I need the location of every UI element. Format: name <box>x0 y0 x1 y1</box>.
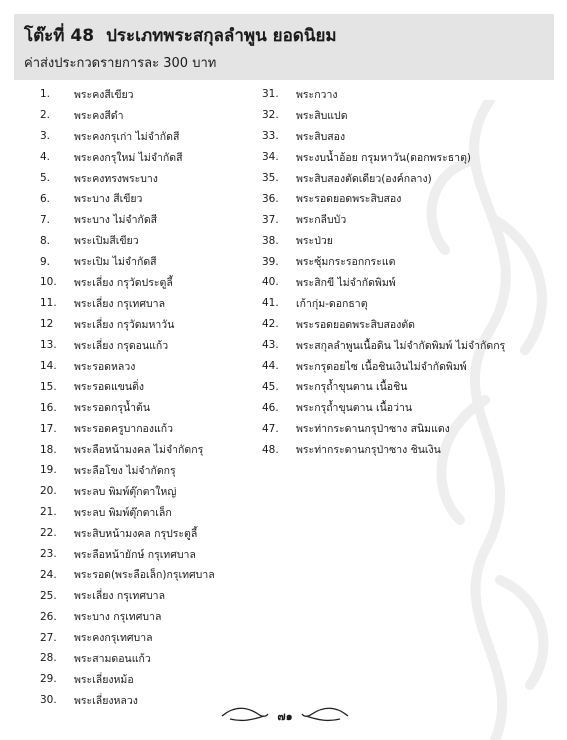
item-name: พระเปิมสีเขียว <box>74 235 139 248</box>
item-name: พระคงสีเขียว <box>74 88 134 101</box>
list-item <box>40 209 215 230</box>
list-item <box>40 585 215 606</box>
item-name: พระกรุถ้ำขุนตาน เนื้อชิน <box>296 381 408 394</box>
item-number: 12 <box>40 318 54 331</box>
list-item <box>262 251 505 272</box>
item-name: พระซุ้มกระรอกกระแต <box>296 256 396 269</box>
item-number: 34. <box>262 151 279 164</box>
list-item <box>262 272 505 293</box>
item-name: พระสิบสองตัดเดียว(องค์กลาง) <box>296 172 432 185</box>
item-name: พระกรุถ้ำขุนตาน เนื้อว่าน <box>296 402 413 415</box>
item-name: พระเลี่ยง กรุดอนแก้ว <box>74 339 169 352</box>
item-name: พระเลี่ยง กรุวัดมหาวัน <box>74 318 175 331</box>
list-item <box>40 523 215 544</box>
item-number: 46. <box>262 401 279 414</box>
item-name: พระคงสีดำ <box>74 109 124 122</box>
list-item <box>262 376 505 397</box>
list-item <box>262 356 505 377</box>
item-number: 10. <box>40 276 57 289</box>
list-item <box>40 397 215 418</box>
item-name: พระลบ พิมพ์ตุ๊กตาใหญ่ <box>74 485 177 498</box>
item-number: 7. <box>40 213 51 226</box>
item-name: พระเลี่ยงหลวง <box>74 694 138 707</box>
item-number: 47. <box>262 422 279 435</box>
item-name: พระท่ากระดานกรุป่าซาง ชินเงิน <box>296 444 441 457</box>
item-number: 18. <box>40 443 57 456</box>
item-number: 30. <box>40 694 57 707</box>
item-name: พระสิกขี ไม่จำกัดพิมพ์ <box>296 276 396 289</box>
item-number: 14. <box>40 360 57 373</box>
list-item <box>40 272 215 293</box>
item-name: พระรอดยอดพระสิบสอง <box>296 193 402 206</box>
list-item <box>262 147 505 168</box>
list-item <box>40 648 215 669</box>
fee-text: ค่าส่งประกวดรายการละ 300 บาท <box>24 56 217 71</box>
list-item <box>40 314 215 335</box>
list-item <box>40 168 215 189</box>
item-name: พระงบน้ำอ้อย กรุมหาวัน(ดอกพระธาตุ) <box>296 151 471 164</box>
list-item <box>262 397 505 418</box>
item-number: 35. <box>262 172 279 184</box>
list-item <box>262 105 505 126</box>
list-item <box>262 335 505 356</box>
list-item <box>40 293 215 314</box>
list-item <box>40 669 215 690</box>
item-number: 24. <box>40 568 57 581</box>
item-name: พระคงกรุเก่า ไม่จำกัดสี <box>74 130 180 143</box>
item-number: 37. <box>262 213 279 226</box>
item-list-left <box>40 84 215 711</box>
item-number: 26. <box>40 610 57 623</box>
item-name: พระสามดอนแก้ว <box>74 652 151 665</box>
list-item <box>40 188 215 209</box>
list-item <box>262 439 505 460</box>
item-name: พระลบ พิมพ์ตุ๊กตาเล็ก <box>74 506 172 519</box>
list-item <box>262 418 505 439</box>
item-number: 15. <box>40 380 57 393</box>
item-name: พระสิบสอง <box>296 130 346 143</box>
item-number: 29. <box>40 673 57 686</box>
item-name: พระลือโขง ไม่จำกัดกรุ <box>74 464 176 477</box>
list-item <box>40 460 215 481</box>
item-name: พระกลีบบัว <box>296 214 347 227</box>
item-number: 32. <box>262 109 279 122</box>
item-number: 40. <box>262 276 279 289</box>
item-number: 1. <box>40 88 51 101</box>
item-number: 45. <box>262 380 279 393</box>
list-item <box>40 627 215 648</box>
item-name: พระสกุลลำพูนเนื้อดิน ไม่จำกัดพิมพ์ ไม่จำกัดกรุ <box>296 339 506 352</box>
list-item <box>40 230 215 251</box>
list-item <box>40 481 215 502</box>
item-number: 36. <box>262 192 279 205</box>
item-name: พระรอดกรุน้ำต้น <box>74 402 151 415</box>
item-number: 28. <box>40 652 57 665</box>
list-item <box>262 314 505 335</box>
item-name: พระเลี่ยง กรุเทศบาล <box>74 297 166 310</box>
item-list-right <box>262 84 505 460</box>
item-number: 6. <box>40 192 51 205</box>
list-item <box>262 293 505 314</box>
item-number: 16. <box>40 401 57 414</box>
item-number: 41. <box>262 297 279 310</box>
item-name: พระสิบแปด <box>296 109 348 122</box>
list-item <box>40 564 215 585</box>
item-name: พระรอด(พระลือเล็ก)กรุเทศบาล <box>74 569 215 582</box>
list-item <box>40 84 215 105</box>
list-item <box>262 168 505 189</box>
item-number: 5. <box>40 172 51 184</box>
item-name: พระบาง ไม่จำกัดสี <box>74 214 158 227</box>
list-item <box>40 126 215 147</box>
item-name: พระเลี่ยง กรุเทศบาล <box>74 590 166 603</box>
list-item <box>262 230 505 251</box>
item-name: พระกวาง <box>296 88 338 101</box>
item-number: 4. <box>40 151 51 164</box>
table-label: โต๊ะที่ 48 <box>24 26 95 46</box>
item-number: 9. <box>40 255 51 268</box>
item-name: พระรอดหลวง <box>74 360 136 373</box>
item-name: พระท่ากระดานกรุป่าซาง สนิมแดง <box>296 423 450 436</box>
header-banner <box>14 14 554 80</box>
item-number: 22. <box>40 527 57 540</box>
item-number: 44. <box>262 360 279 373</box>
item-number: 31. <box>262 88 279 101</box>
item-name: พระเลี่ยง กรุวัดประตูลี้ <box>74 276 173 289</box>
page-number: ๗๑ <box>277 710 293 723</box>
item-number: 42. <box>262 318 279 331</box>
item-number: 2. <box>40 109 51 122</box>
list-item <box>262 126 505 147</box>
item-name: พระรอดยอดพระสิบสองตัด <box>296 318 415 331</box>
list-item <box>40 376 215 397</box>
list-item <box>40 356 215 377</box>
item-name: พระลือหน้ามงคล ไม่จำกัดกรุ <box>74 444 204 457</box>
list-item <box>262 188 505 209</box>
item-number: 48. <box>262 443 279 456</box>
item-name: พระเลี่ยงหม้อ <box>74 673 134 686</box>
item-number: 17. <box>40 422 57 435</box>
item-number: 27. <box>40 631 57 644</box>
item-name: พระบาง กรุเทศบาล <box>74 611 162 624</box>
item-name: เก้ากุ่ม-ดอกธาตุ <box>296 297 368 310</box>
item-name: พระคงทรงพระบาง <box>74 172 158 185</box>
item-number: 23. <box>40 548 57 561</box>
item-number: 43. <box>262 339 279 352</box>
header-title <box>24 22 337 49</box>
item-name: พระบาง สีเขียว <box>74 193 143 206</box>
item-number: 13. <box>40 339 57 352</box>
category-title: ประเภทพระสกุลลำพูน ยอดนิยม <box>106 26 337 46</box>
list-item <box>262 84 505 105</box>
item-number: 20. <box>40 485 57 498</box>
item-number: 8. <box>40 234 51 247</box>
list-item <box>40 251 215 272</box>
list-item <box>262 209 505 230</box>
item-number: 11. <box>40 297 57 310</box>
item-number: 39. <box>262 255 279 268</box>
list-item <box>40 147 215 168</box>
item-number: 33. <box>262 130 279 143</box>
item-name: พระเปิม ไม่จำกัดสี <box>74 256 157 269</box>
item-name: พระรอดครูบากองแก้ว <box>74 423 174 436</box>
list-item <box>40 439 215 460</box>
list-item <box>40 544 215 565</box>
item-name: พระคงกรุใหม่ ไม่จำกัดสี <box>74 151 183 164</box>
list-item <box>40 105 215 126</box>
item-name: พระป่วย <box>296 235 333 248</box>
list-item <box>40 606 215 627</box>
item-name: พระสิบหน้ามงคล กรุประตูลี้ <box>74 527 198 540</box>
item-name: พระรอดแขนติ่ง <box>74 381 145 394</box>
item-number: 25. <box>40 589 57 602</box>
item-name: พระคงกรุเทศบาล <box>74 632 153 645</box>
list-item <box>40 502 215 523</box>
item-name: พระลือหน้ายักษ์ กรุเทศบาล <box>74 548 196 561</box>
item-number: 3. <box>40 130 51 143</box>
item-name: พระกรุดอยไซ เนื้อชินเงินไม่จำกัดพิมพ์ <box>296 360 467 373</box>
page-footer <box>220 702 350 726</box>
item-number: 19. <box>40 464 57 477</box>
item-number: 38. <box>262 234 279 247</box>
list-item <box>40 335 215 356</box>
item-number: 21. <box>40 506 57 519</box>
list-item <box>40 418 215 439</box>
list-item <box>40 690 215 711</box>
